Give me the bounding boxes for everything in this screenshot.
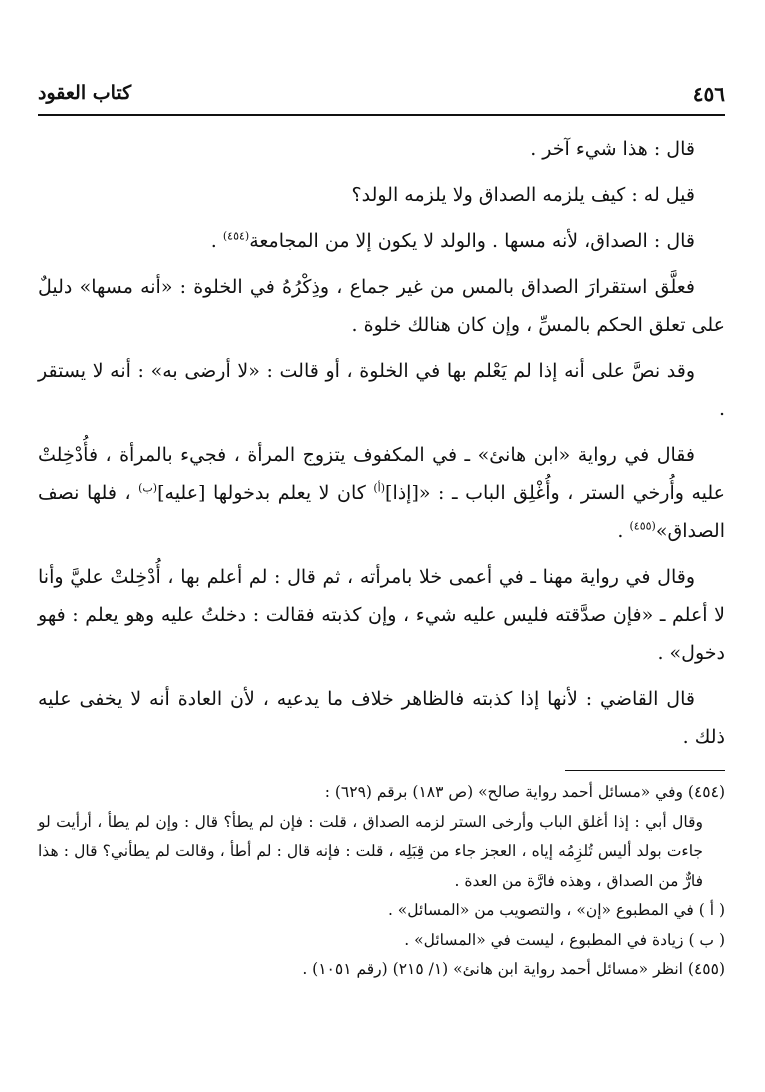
paragraph-text: . (210, 230, 223, 252)
footnotes (38, 778, 725, 985)
footnote-454-head: (٤٥٤) وفي «مسائل أحمد رواية صالح» (ص ١٨٣) برقم (٦٢٩) : (324, 783, 725, 801)
paragraph (38, 436, 725, 550)
footnote-ref: (أ) (373, 481, 386, 495)
paragraph-text: ، فلها نصف الصداق» (38, 482, 725, 542)
footnote-divider (565, 770, 725, 771)
paragraph (38, 352, 725, 428)
paragraph-text: فقال في رواية «ابن هانئ» ـ في المكفوف يتزوج المرأة ، فجيء بالمرأة ، فأُدْخِلتْ عليه وأُرخي الستر ، وأُغْلِق الباب ـ : «[إذا] (38, 444, 725, 504)
page-header (38, 80, 725, 116)
paragraph (38, 558, 725, 672)
paragraph-text: وقال في رواية مهنا ـ في أعمى خلا بامرأته ، ثم قال : لم أعلم بها ، أُدْخِلتْ عليَّ وأنا لا أعلم ـ «فإن صدَّقته فليس عليه شيء ، وإن كذبته فقالت : دخلتُ عليه وهو يعلم : فهو دخول» . (38, 566, 725, 664)
footnote-ref: (ب) (138, 481, 158, 495)
paragraph-text: فعلَّق استقرارَ الصداق بالمس من غير جماع ، وذِكْرُهُ في الخلوة : «أنه مسها» دليلٌ على تعلق الحكم بالمسِّ ، وإن كان هنالك خلوة . (38, 276, 725, 336)
book-title: كتاب العقود (38, 82, 132, 104)
footnote-454-text: وقال أبي : إذا أغلق الباب وأرخى الستر لزمه الصداق ، قلت : فإن لم يطأ؟ قال : وإن لم يطأ ، أرأيت لو جاءت بولد أليس تُلزِمُه إياه ، العجز جاء من قِبَلِه ، قلت : فإنه قال : لم أطأ ، وقالت لم يطأني؟ قال : هذا فارٌّ من الصداق ، وهذه فارَّة من العدة . (38, 812, 703, 890)
paragraph (38, 680, 725, 756)
paragraph (38, 176, 725, 214)
paragraph-text: قال : الصداق، لأنه مسها . والولد لا يكون إلا من المجامعة (249, 230, 695, 252)
main-text (38, 130, 725, 764)
paragraph (38, 268, 725, 344)
paragraph-text: قيل له : كيف يلزمه الصداق ولا يلزمه الولد؟ (351, 184, 695, 206)
paragraph-text: وقد نصَّ على أنه إذا لم يَعْلم بها في الخلوة ، أو قالت : «لا أرضى به» : أنه لا يستقر . (38, 360, 725, 420)
footnote-ref: (٤٥٤) (222, 229, 250, 243)
paragraph (38, 222, 725, 260)
paragraph-text: قال : هذا شيء آخر . (530, 138, 695, 160)
footnote-b: ( ب ) زيادة في المطبوع ، ليست في «المسائل» . (404, 930, 725, 949)
paragraph-text: . (617, 520, 630, 542)
paragraph-text: قال القاضي : لأنها إذا كذبته فالظاهر خلاف ما يدعيه ، لأن العادة أنه لا يخفى عليه ذلك . (38, 688, 725, 748)
page-number: ٤٥٦ (692, 82, 725, 106)
footnote-a: ( أ ) في المطبوع «إن» ، والتصويب من «المسائل» . (387, 901, 725, 919)
footnote-ref: (٤٥٥) (629, 519, 656, 533)
paragraph-text: كان لا يعلم بدخولها [عليه] (157, 482, 374, 504)
paragraph (38, 130, 725, 168)
footnote-455: (٤٥٥) انظر «مسائل أحمد رواية ابن هانئ» (١/ ٢١٥) (رقم ١٠٥١) . (302, 960, 725, 978)
